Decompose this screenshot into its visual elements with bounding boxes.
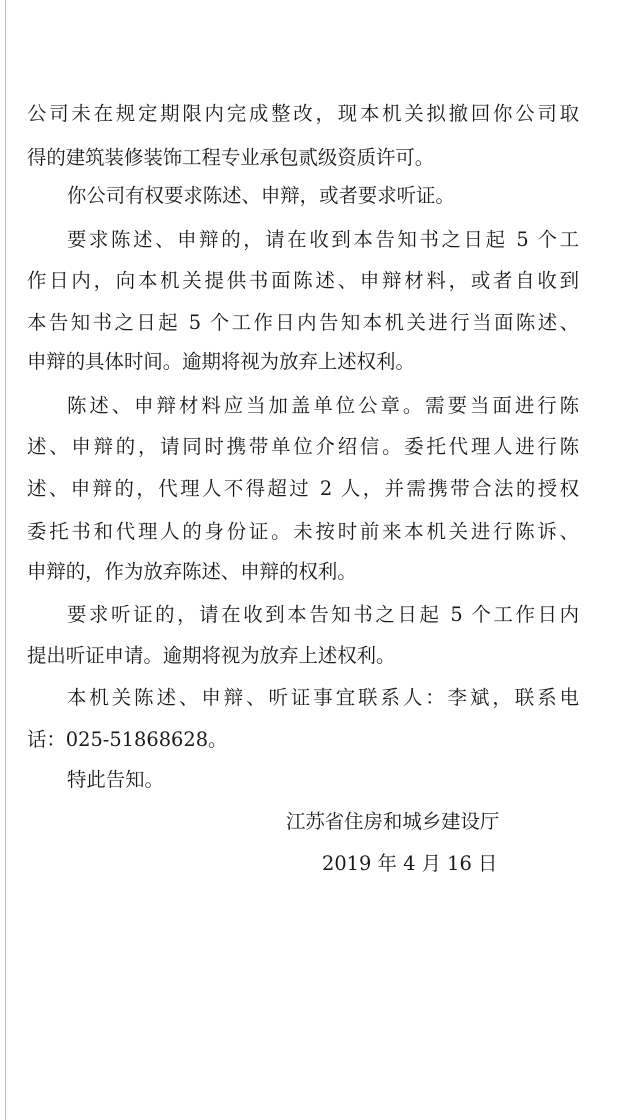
paragraph-1-line-1: 公司未在规定期限内完成整改，现本机关拟撤回你公司取 <box>27 102 579 125</box>
paragraph-3-line-2: 作日内，向本机关提供书面陈述、申辩材料，或者自收到 <box>27 269 579 292</box>
paragraph-1-line-2: 得的建筑装修装饰工程专业承包贰级资质许可。 <box>27 146 435 169</box>
paragraph-6-line-2: 话：025-51868628。 <box>27 728 228 751</box>
paragraph-3-line-1: 要求陈述、申辩的，请在收到本告知书之日起 5 个工 <box>67 228 579 251</box>
paragraph-4-line-4: 委托书和代理人的身份证。未按时前来本机关进行陈诉、 <box>27 520 579 543</box>
paragraph-5-line-1: 要求听证的，请在收到本告知书之日起 5 个工作日内 <box>67 603 579 626</box>
paragraph-3-line-3: 本告知书之日起 5 个工作日内告知本机关进行当面陈述、 <box>27 311 579 334</box>
paragraph-2-line-1: 你公司有权要求陈述、申辩，或者要求听证。 <box>67 184 455 207</box>
issuing-organization: 江苏省住房和城乡建设厅 <box>286 810 500 833</box>
paragraph-4-line-3: 述、申辩的，代理人不得超过 2 人，并需携带合法的授权 <box>27 477 579 500</box>
paragraph-4-line-5: 申辩的，作为放弃陈述、申辩的权利。 <box>27 560 357 583</box>
paragraph-7-line-1: 特此告知。 <box>67 768 164 791</box>
paragraph-3-line-4: 申辩的具体时间。逾期将视为放弃上述权利。 <box>27 350 415 373</box>
paragraph-5-line-2: 提出听证申请。逾期将视为放弃上述权利。 <box>27 644 396 667</box>
paragraph-4-line-1: 陈述、申辩材料应当加盖单位公章。需要当面进行陈 <box>67 394 579 417</box>
paragraph-4-line-2: 述、申辩的，请同时携带单位介绍信。委托代理人进行陈 <box>27 435 579 458</box>
paragraph-6-line-1: 本机关陈述、申辩、听证事宜联系人：李斌，联系电 <box>67 686 579 709</box>
issue-date: 2019 年 4 月 16 日 <box>322 852 498 875</box>
